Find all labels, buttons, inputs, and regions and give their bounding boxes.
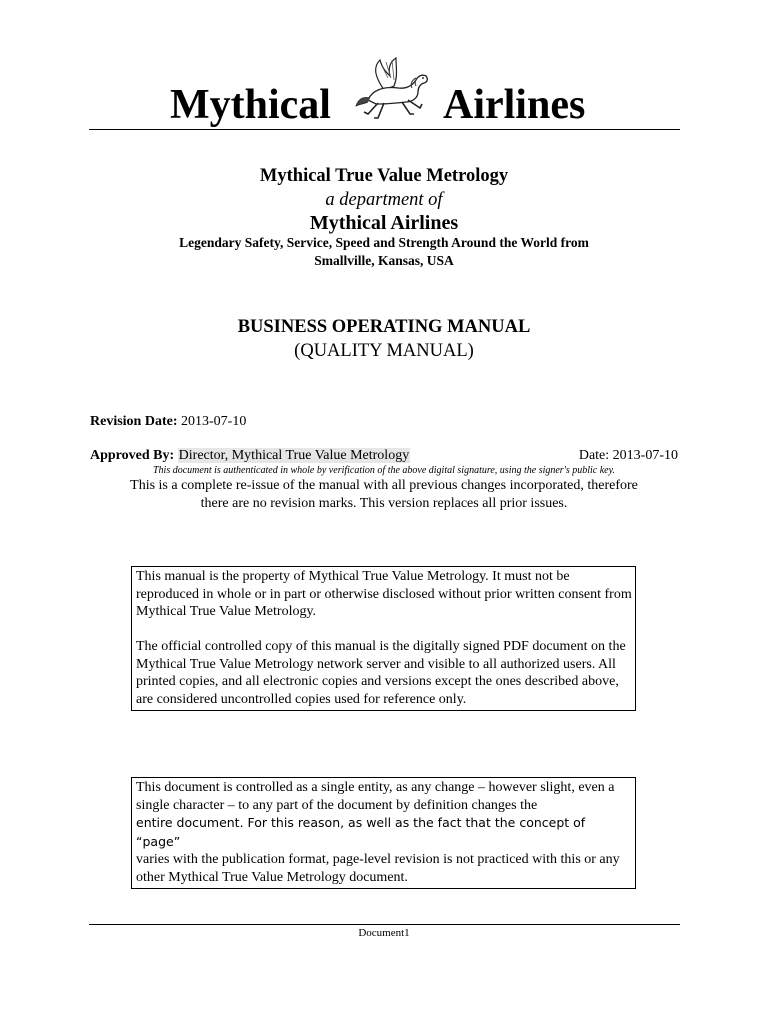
approval-date-label: Date: [578,448,610,463]
manual-title: BUSINESS OPERATING MANUAL [237,317,531,337]
footer-divider [89,924,680,925]
controlled-copy-notice-text: The official controlled copy of this manual is the digitally signed PDF document on the Mythical True Value Metrology network server and visible to all authorized users. All printed copies, and all electronic copies and versions except the ones described above, are considered uncontrolled copies used for reference only. [136,639,626,707]
department-title: Mythical True Value Metrology [259,166,509,186]
approved-by [90,446,410,466]
document-control-text-part1: This document is controlled as a single entity, as any change – however slight, even a single character – to any part of the document by definition changes the [136,780,615,813]
property-notice-box [131,566,636,711]
approval-date [560,446,678,466]
approval-date-value: 2013-07-10 [612,448,678,463]
property-notice-text: This manual is the property of Mythical True Value Metrology. It must not be reproduced in whole or in part or otherwise disclosed without prior written consent from Mythical True Value Metrology. [136,569,632,619]
reissue-statement: This is a complete re-issue of the manual with all previous changes incorporated, therefore there are no revision marks. This version replaces all prior issues. [130,478,638,511]
revision-date-label: Revision Date: [90,414,178,429]
brand-name-right: Airlines [443,82,586,128]
parent-company-name: Mythical Airlines [309,212,459,234]
document-control-text-part2: entire document. For this reason, as well as the fact that the concept of “page” [136,815,586,849]
revision-date-value: 2013-07-10 [181,414,247,429]
authentication-note: This document is authenticated in whole by verification of the above digital signature, using the signer's public key. [153,465,615,476]
revision-date [90,412,246,432]
manual-subtitle: (QUALITY MANUAL) [294,341,474,361]
department-subtitle: a department of [325,190,443,210]
brand-name-left: Mythical [170,82,331,128]
company-tagline: Legendary Safety, Service, Speed and Strength Around the World from Smallville, Kansas, USA [179,235,589,268]
approved-by-value: Director, Mythical True Value Metrology [178,448,410,463]
header-divider [89,129,680,130]
pegasus-horse-icon [354,56,434,124]
approved-by-label: Approved By: [90,448,175,463]
document-control-text-part3: varies with the publication format, page-level revision is not practiced with this or any other Mythical True Value Metrology document. [136,852,620,885]
document-control-box [131,777,636,889]
footer-document-name: Document1 [358,927,410,939]
document-control-text [136,779,632,886]
